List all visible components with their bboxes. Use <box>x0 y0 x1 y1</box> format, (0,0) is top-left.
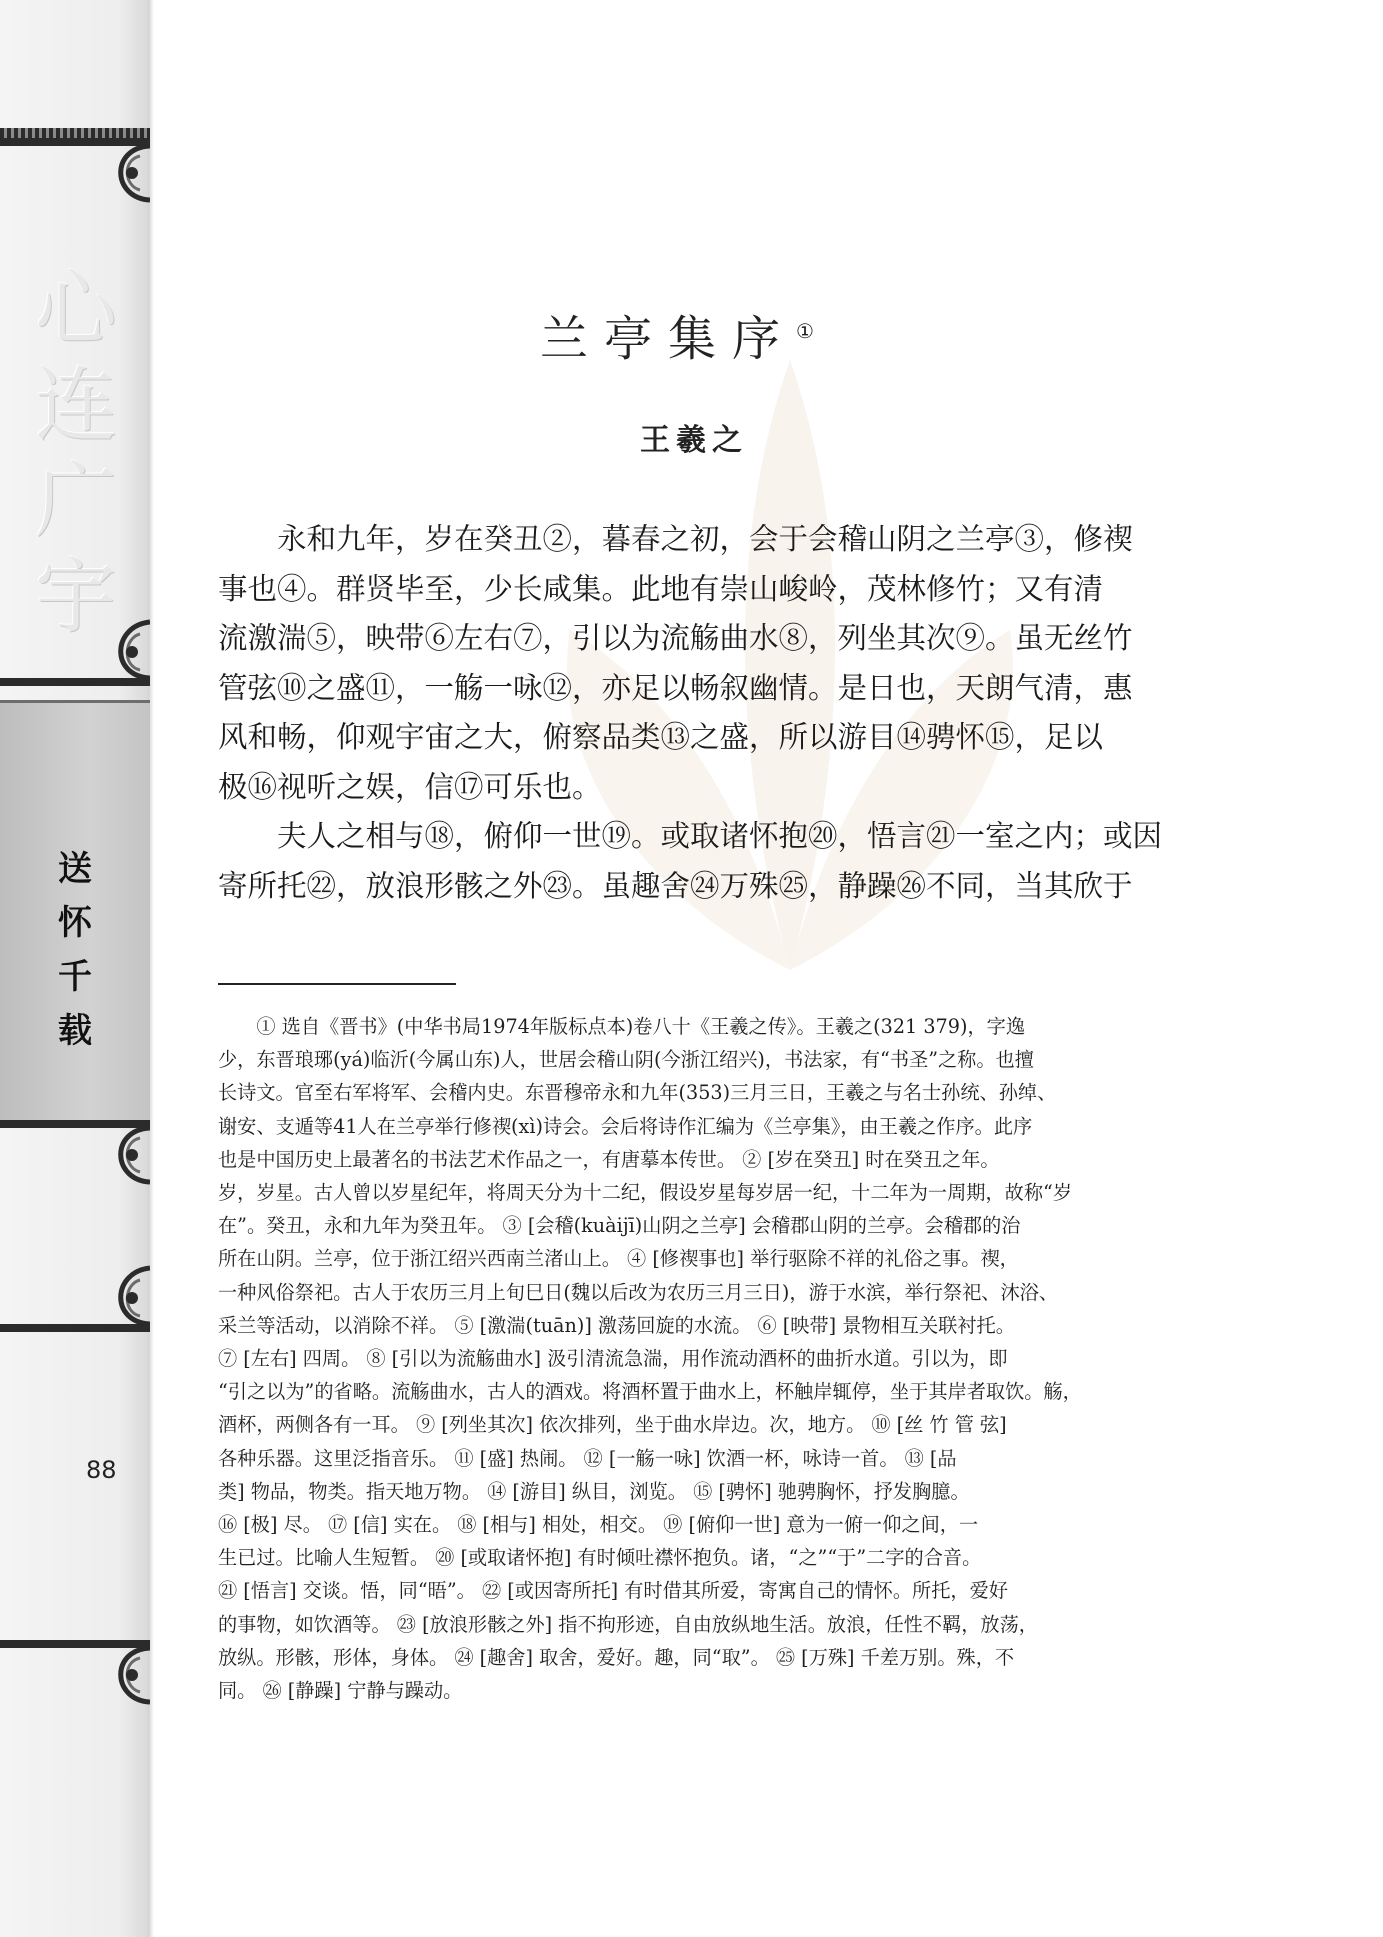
ornament-scroll-middle <box>0 1120 150 1190</box>
article-author: 王羲之 <box>640 423 748 458</box>
footnote-line: 所在山阴。兰亭，位于浙江绍兴西南兰渚山上。 ④ [修禊事也] 举行驱除不祥的礼俗之事。禊， <box>218 1247 1019 1271</box>
footnote-line: ⑦ [左右] 四周。 ⑧ [引以为流觞曲水] 汲引清流急湍，用作流动酒杯的曲折水道。引以为，即 <box>218 1347 1008 1371</box>
ornament-scroll-top <box>0 138 150 208</box>
section-label-char: 怀 <box>58 903 92 943</box>
section-label-char: 千 <box>58 957 92 997</box>
footnote-line: 长诗文。官至右军将军、会稽内史。东晋穆帝永和九年(353)三月三日，王羲之与名士孙统、孙绰、 <box>218 1081 1057 1105</box>
section-label-char: 送 <box>58 849 92 889</box>
series-title-char: 广 <box>34 454 117 549</box>
ornament-scroll-bottom <box>0 1640 150 1710</box>
footnote-line: 采兰等活动，以消除不祥。 ⑤ [激湍(tuān)] 激荡回旋的水流。 ⑥ [映带] 景物相互关联衬托。 <box>218 1313 1015 1337</box>
section-label-char: 载 <box>58 1011 92 1051</box>
footnote-line: 在”。癸丑，永和九年为癸丑年。 ③ [会稽(kuàijī)山阴之兰亭] 会稽郡山阴的兰亭。会稽郡的治 <box>218 1214 1021 1238</box>
footnote-line: 放纵。形骸，形体，身体。 ㉔ [趣舍] 取舍，爱好。趣，同“取”。 ㉕ [万殊] 千差万别。殊，不 <box>218 1645 1015 1669</box>
footnote-line: 各种乐器。这里泛指音乐。 ⑪ [盛] 热闹。 ⑫ [一觞一咏] 饮酒一杯，咏诗一首。 ⑬ [品 <box>218 1446 957 1470</box>
footnote-line: 同。 ㉖ [静躁] 宁静与躁动。 <box>218 1679 463 1703</box>
page-number: 88 <box>86 1456 117 1484</box>
footnote-line: 岁，岁星。古人曾以岁星纪年，将周天分为十二纪，假设岁星每岁居一纪，十二年为一周期，故称“岁 <box>218 1181 1073 1205</box>
series-title-char: 连 <box>34 358 117 453</box>
article-body <box>218 515 1170 911</box>
footnote-line: ⑯ [极] 尽。 ⑰ [信] 实在。 ⑱ [相与] 相处，相交。 ⑲ [俯仰一世] 意为一俯一仰之间，一 <box>218 1513 979 1537</box>
series-title-char: 心 <box>34 262 117 357</box>
body-line: 极⑯视听之娱，信⑰可乐也。 <box>218 769 602 804</box>
footnote-line: ㉑ [悟言] 交谈。悟，同“晤”。 ㉒ [或因寄所托] 有时借其所爱，寄寓自己的情怀。所托，爱好 <box>218 1579 1008 1603</box>
footnote-line: 少，东晋琅琊(yá)临沂(今属山东)人，世居会稽山阴(今浙江绍兴)，书法家，有“书圣”之称。也擅 <box>218 1048 1034 1072</box>
ornament-scroll-upper <box>0 616 150 686</box>
body-line: 永和九年，岁在癸丑②，暮春之初，会于会稽山阴之兰亭③，修禊 <box>277 522 1133 556</box>
footnote-line: 也是中国历史上最著名的书法艺术作品之一，有唐摹本传世。 ② [岁在癸丑] 时在癸丑之年。 <box>218 1147 1000 1171</box>
section-label-vertical <box>50 842 100 1058</box>
article-title <box>540 300 860 369</box>
body-line: 寄所托㉒，放浪形骸之外㉓。虽趣舍㉔万殊㉕，静躁㉖不同，当其欣于 <box>218 868 1133 903</box>
body-line: 流激湍⑤，映带⑥左右⑦，引以为流觞曲水⑧，列坐其次⑨。虽无丝竹 <box>218 621 1133 655</box>
footnote-line: 一种风俗祭祀。古人于农历三月上旬巳日(魏以后改为农历三月三日)，游于水滨，举行祭祀、沐浴、 <box>218 1280 1059 1304</box>
ornament-bar-top <box>0 128 150 138</box>
ornament-scroll-mid2 <box>0 1262 150 1332</box>
body-line: 风和畅，仰观宇宙之大，俯察品类⑬之盛，所以游目⑭骋怀⑮，足以 <box>218 720 1104 754</box>
article-title-note: ① <box>796 319 814 343</box>
body-line: 夫人之相与⑱，俯仰一世⑲。或取诸怀抱⑳，悟言㉑一室之内；或因 <box>277 819 1163 853</box>
footnotes <box>218 1010 1172 1707</box>
body-line: 管弦⑩之盛⑪，一觞一咏⑫，亦足以畅叙幽情。是日也，天朗气清，惠 <box>218 670 1133 705</box>
footnote-divider <box>218 983 456 985</box>
series-title-vertical <box>28 262 124 646</box>
footnote-line: 类] 物品，物类。指天地万物。 ⑭ [游目] 纵目，浏览。 ⑮ [骋怀] 驰骋胸怀，抒发胸臆。 <box>218 1479 970 1503</box>
footnote-line: “引之以为”的省略。流觞曲水，古人的酒戏。将酒杯置于曲水上，杯触岸辄停，坐于其岸者取饮。觞， <box>218 1380 1082 1404</box>
body-line: 事也④。群贤毕至，少长咸集。此地有崇山峻岭，茂林修竹；又有清 <box>218 571 1104 606</box>
series-title-char: 宇 <box>34 550 117 645</box>
article-title-text: 兰亭集序 <box>540 311 797 367</box>
footnote-line: ① 选自《晋书》(中华书局1974年版标点本)卷八十《王羲之传》。王羲之(321 379)，字逸 <box>256 1015 1026 1038</box>
footnote-line: 的事物，如饮酒等。 ㉓ [放浪形骸之外] 指不拘形迹，自由放纵地生活。放浪，任性不羁，放荡， <box>218 1612 1038 1636</box>
footnote-line: 生已过。比喻人生短暂。 ⑳ [或取诸怀抱] 有时倾吐襟怀抱负。诸，“之”“于”二字的合音。 <box>218 1546 982 1570</box>
footnote-line: 酒杯，两侧各有一耳。 ⑨ [列坐其次] 依次排列，坐于曲水岸边。次，地方。 ⑩ [丝 竹 管 弦] <box>218 1413 1007 1437</box>
footnote-line: 谢安、支遁等41人在兰亭举行修禊(xì)诗会。会后将诗作汇编为《兰亭集》，由王羲之作序。此序 <box>218 1114 1033 1138</box>
